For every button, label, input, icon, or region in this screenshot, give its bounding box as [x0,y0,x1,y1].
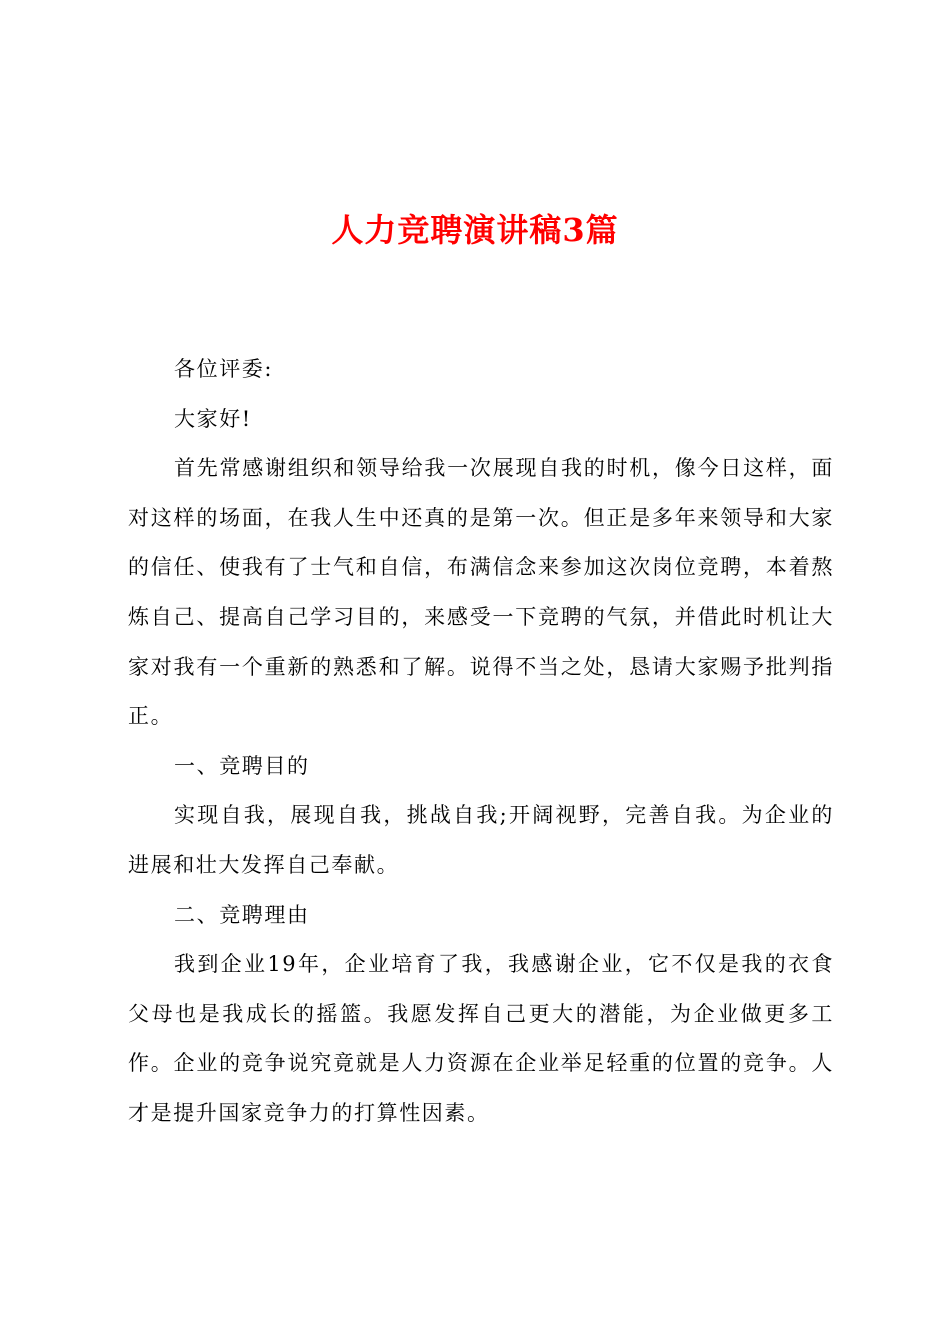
document-title: 人力竞聘演讲稿3篇 [331,211,619,249]
intro-paragraph: 首先常感谢组织和领导给我一次展现自我的时机，像今日这样，面对这样的场面，在我人生中还真的是第一次。但正是多年来领导和大家的信任、使我有了士气和自信，布满信念来参加这次岗位竞聘，本着熬炼自己、提高自己学习目的，来感受一下竞聘的气氛，并借此时机让大家对我有一个重新的熟悉和了解。说得不当之处，恳请大家赐予批判指正。 [128,456,834,729]
reason-paragraph: 我到企业19年，企业培育了我，我感谢企业，它不仅是我的衣食父母也是我成长的摇篮。我愿发挥自己更大的潜能，为企业做更多工作。企业的竞争说究竟就是人力资源在企业举足轻重的位置的竞争。人才是提升国家竞争力的打算性因素。 [128,952,834,1125]
document-body [128,345,834,1139]
purpose-paragraph: 实现自我，展现自我，挑战自我;开阔视野，完善自我。为企业的进展和壮大发挥自己奉献。 [128,803,834,877]
salutation-paragraph: 各位评委: [174,357,274,381]
section-heading-purpose: 一、竞聘目的 [174,753,310,778]
greeting-paragraph: 大家好! [174,406,252,431]
section-heading-reason: 二、竞聘理由 [174,902,310,927]
